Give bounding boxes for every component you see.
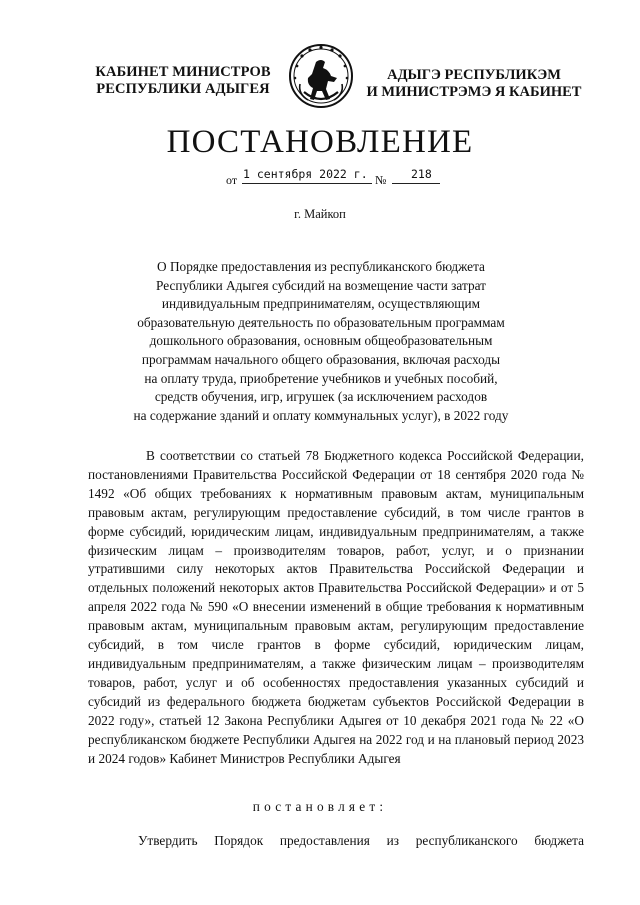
- subject-line: образовательную деятельность по образовательным программам: [137, 314, 505, 330]
- city: г. Майкоп: [294, 207, 346, 221]
- cabinet-name-russian: [92, 64, 274, 98]
- date-number-row: [226, 168, 446, 190]
- resolution-first-line: Утвердить Порядок предоставления из республиканского бюджета: [138, 833, 584, 848]
- document-title: ПОСТАНОВЛЕНИЕ: [166, 124, 474, 160]
- date-prefix: от: [226, 173, 238, 187]
- cabinet-name-ru-line2: РЕСПУБЛИКИ АДЫГЕЯ: [96, 81, 270, 97]
- subject-line: на содержание зданий и оплату коммунальных услуг), в 2022 году: [133, 407, 509, 423]
- number-underline: [392, 183, 440, 184]
- preamble-paragraph: В соответствии со статьей 78 Бюджетного кодекса Российской Федерации, постановлениями Правительства Российской Федерации от 18 сентября 2020 года № 1492 «Об общих требованиях к нормативным правовым актам, муниципальным правовым актам, регулирующим предоставление субсидий, в том числе грантов в форме субсидий, юридическим лицам, индивидуальным предпринимателям, а также физическим лицам – производителям товаров, работ, услуг, и о признании утратившими силу некоторых актов Правительства Российской Федерации и отдельных положений некоторых актов Правительства Российской Федерации» и от 5 апреля 2022 года № 590 «О внесении изменений в общие требования к нормативным правовым актам, муниципальным правовым актам, регулирующим предоставление субсидий, в том числе грантов в форме субсидий, юридическим лицам, индивидуальным предпринимателям, а также физическим лицам – производителям товаров, работ, услуг и об особенностях предоставления указанных субсидий и субсидий из федерального бюджета бюджетам субъектов Российской Федерации в 2022 году», статьей 12 Закона Республики Адыгея от 10 декабря 2021 года № 22 «О республиканском бюджете Республики Адыгея на 2022 год и на плановый период 2023 и 2024 годов» Кабинет Министров Республики Адыгея: [88, 448, 584, 766]
- subject-line: О Порядке предоставления из республиканского бюджета: [157, 259, 485, 274]
- subject-line: средств обучения, игр, игрушек (за исключением расходов: [154, 389, 488, 405]
- resolves-heading: постановляет:: [252, 799, 388, 814]
- subject-line: программам начального общего образования, включая расходы: [141, 351, 501, 367]
- cabinet-name-ady-line1: АДЫГЭ РЕСПУБЛИКЭМ: [387, 67, 561, 83]
- subject-line: дошкольного образования, основным общеобразовательным: [149, 333, 493, 349]
- subject-line: индивидуальным предпринимателям, осуществляющим: [161, 296, 481, 312]
- document-date: 1 сентября 2022 г.: [243, 167, 368, 181]
- cabinet-name-adyghe: [364, 67, 584, 101]
- adygea-coat-of-arms-icon: [286, 40, 356, 114]
- cabinet-name-ru-line1: КАБИНЕТ МИНИСТРОВ: [95, 64, 271, 80]
- subject-line: на оплату труда, приобретение учебников и учебных пособий,: [144, 370, 498, 386]
- number-sign: №: [375, 173, 387, 187]
- date-underline: [242, 183, 372, 184]
- cabinet-name-ady-line2: И МИНИСТРЭМЭ Я КАБИНЕТ: [366, 84, 582, 100]
- subject-line: Республики Адыгея субсидий на возмещение части затрат: [156, 277, 486, 293]
- document-subject: [116, 258, 526, 425]
- document-number: 218: [411, 167, 432, 181]
